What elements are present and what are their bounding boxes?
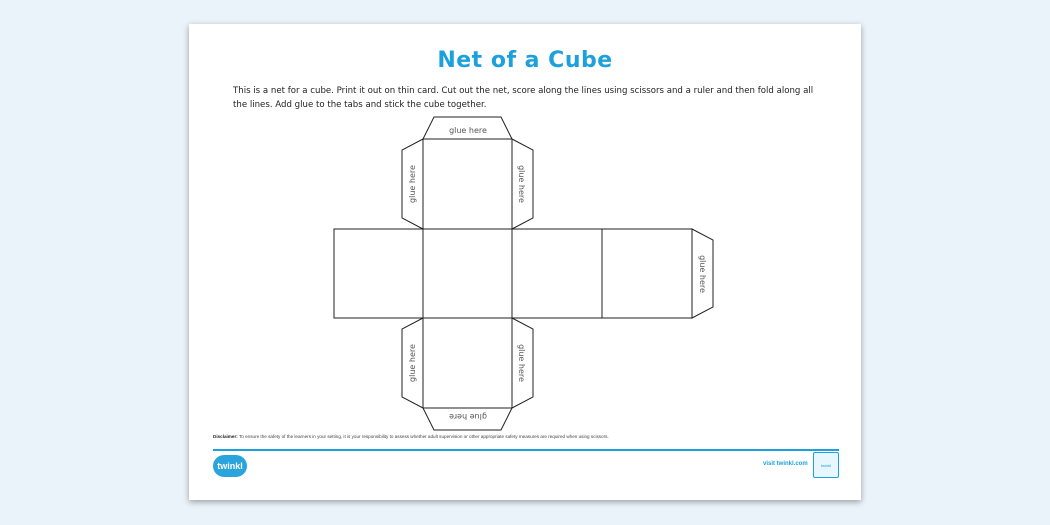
tab-label: glue here (517, 344, 526, 382)
face-bottom (423, 318, 512, 408)
face-left (334, 229, 423, 318)
face-right (512, 229, 602, 318)
badge-text: twinkl (820, 462, 831, 468)
logo-text: twinkl (217, 461, 243, 471)
tab-label: glue here (698, 255, 707, 293)
disclaimer-label: Disclaimer: (213, 434, 238, 439)
cube-net-diagram (189, 24, 861, 500)
face-top (423, 139, 512, 229)
footer-divider (213, 449, 839, 451)
visit-link[interactable]: visit twinkl.com (763, 461, 808, 467)
tab-label: glue here (408, 344, 417, 382)
twinkl-logo (213, 455, 247, 477)
face-front (423, 229, 512, 318)
tab-label: glue here (517, 165, 526, 203)
worksheet-page (189, 24, 861, 500)
page-title: Net of a Cube (437, 48, 613, 73)
face-back (602, 229, 692, 318)
disclaimer-text: To ensure the safety of the learners in your setting, it is your responsibility to assess whether adult supervision or other appropriate safety measures are required when using scissors. (238, 434, 609, 439)
tab-label: glue here (449, 126, 487, 135)
disclaimer (213, 434, 843, 439)
instructions-text: This is a net for a cube. Print it out on thin card. Cut out the net, score along the lines using scissors and a ruler and then fold along all the lines. Add glue to the tabs and stick the cube together. (233, 86, 814, 110)
twinkl-badge-icon (813, 452, 839, 478)
tab-label: glue here (449, 412, 487, 421)
tab-label: glue here (408, 165, 417, 203)
